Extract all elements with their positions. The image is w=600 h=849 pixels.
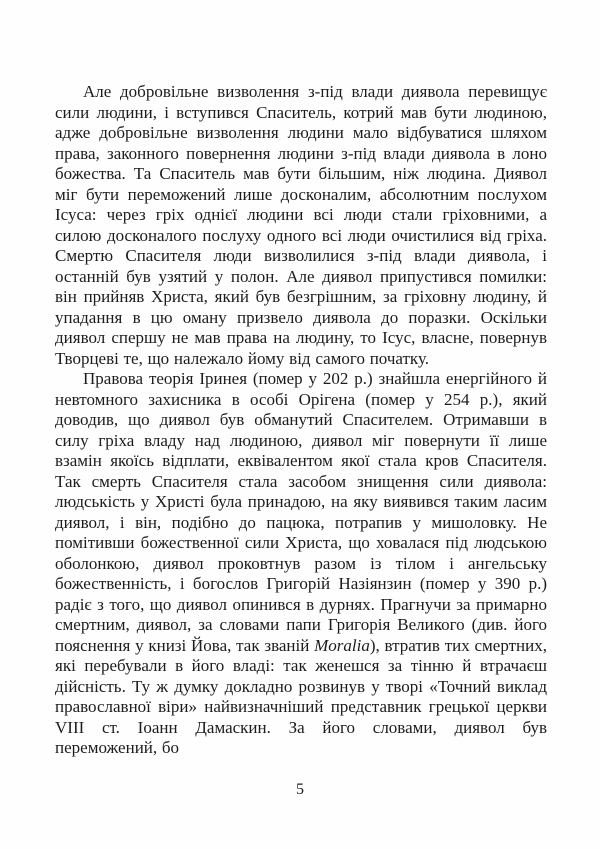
page-number: 5 — [296, 781, 304, 798]
paragraph-1 — [55, 82, 547, 369]
paragraph-2-italic-title: Moralia — [314, 635, 370, 655]
paragraph-2-text-end: ), втратив тих смертних, які перебували в його владі: так женешся за тінню й втрачаєш дійсність. Ту ж думку докладно розвинув у творі «Точний виклад православної віри» найвизначніший представник грецької церкви VIII ст. Іоанн Дамаскин. За його словами, диявол був переможений, бо — [55, 635, 547, 757]
paragraph-1-text: Але добровільне визволення з-під влади диявола перевищує сили людини, і вступився Спаситель, котрий мав бути людиною, адже добровільне визволення людини мало відбуватися шляхом права, законного повернення людини з-під влади диявола в лоно божества. Та Спаситель мав бути більшим, ніж людина. Диявол міг бути переможений лише досконалим, абсолютним послухом Ісуса: через гріх однієї людини всі люди стали гріховними, а силою досконалого послуху одного всі люди очистилися від гріха. Смертю Спасителя люди визволилися з-під влади диявола, і останній був узятий у полон. Але диявол припустився помилки: він прийняв Христа, який був безгрішним, за гріховну людину, й упадання в цю оману призвело диявола до поразки. Оскільки диявол спершу не мав права на людину, то Ісус, власне, повернув Творцеві те, що належало йому від самого початку. — [55, 82, 547, 368]
body-text — [55, 82, 547, 759]
paragraph-2 — [55, 369, 547, 759]
paragraph-2-text-start: Правова теорія Іринея (помер у 202 р.) знайшла енергійного й невтомного захисника в особі Орігена (помер у 254 р.), який доводив, що диявол був обманутий Спасителем. Отримавши в силу гріха владу над людиною, диявол міг повернути її лише взамін якоїсь відплати, еквівалентом якої стала кров Спасителя. Так смерть Спасителя стала засобом знищення сили диявола: людськість у Христі була принадою, на яку виявився таким ласим диявол, і він, подібно до пацюка, потрапив у мишоловку. Не помітивши божественної сили Христа, що ховалася під людською оболонкою, диявол проковтнув разом із тілом і ангельську божественність, і богослов Григорій Назіянзин (помер у 390 р.) радіє з того, що диявол опинився в дурнях. Прагнучи за примарно смертним, диявол, за словами папи Григорія Великого (див. його пояснення у книзі Йова, так званій — [55, 369, 547, 655]
